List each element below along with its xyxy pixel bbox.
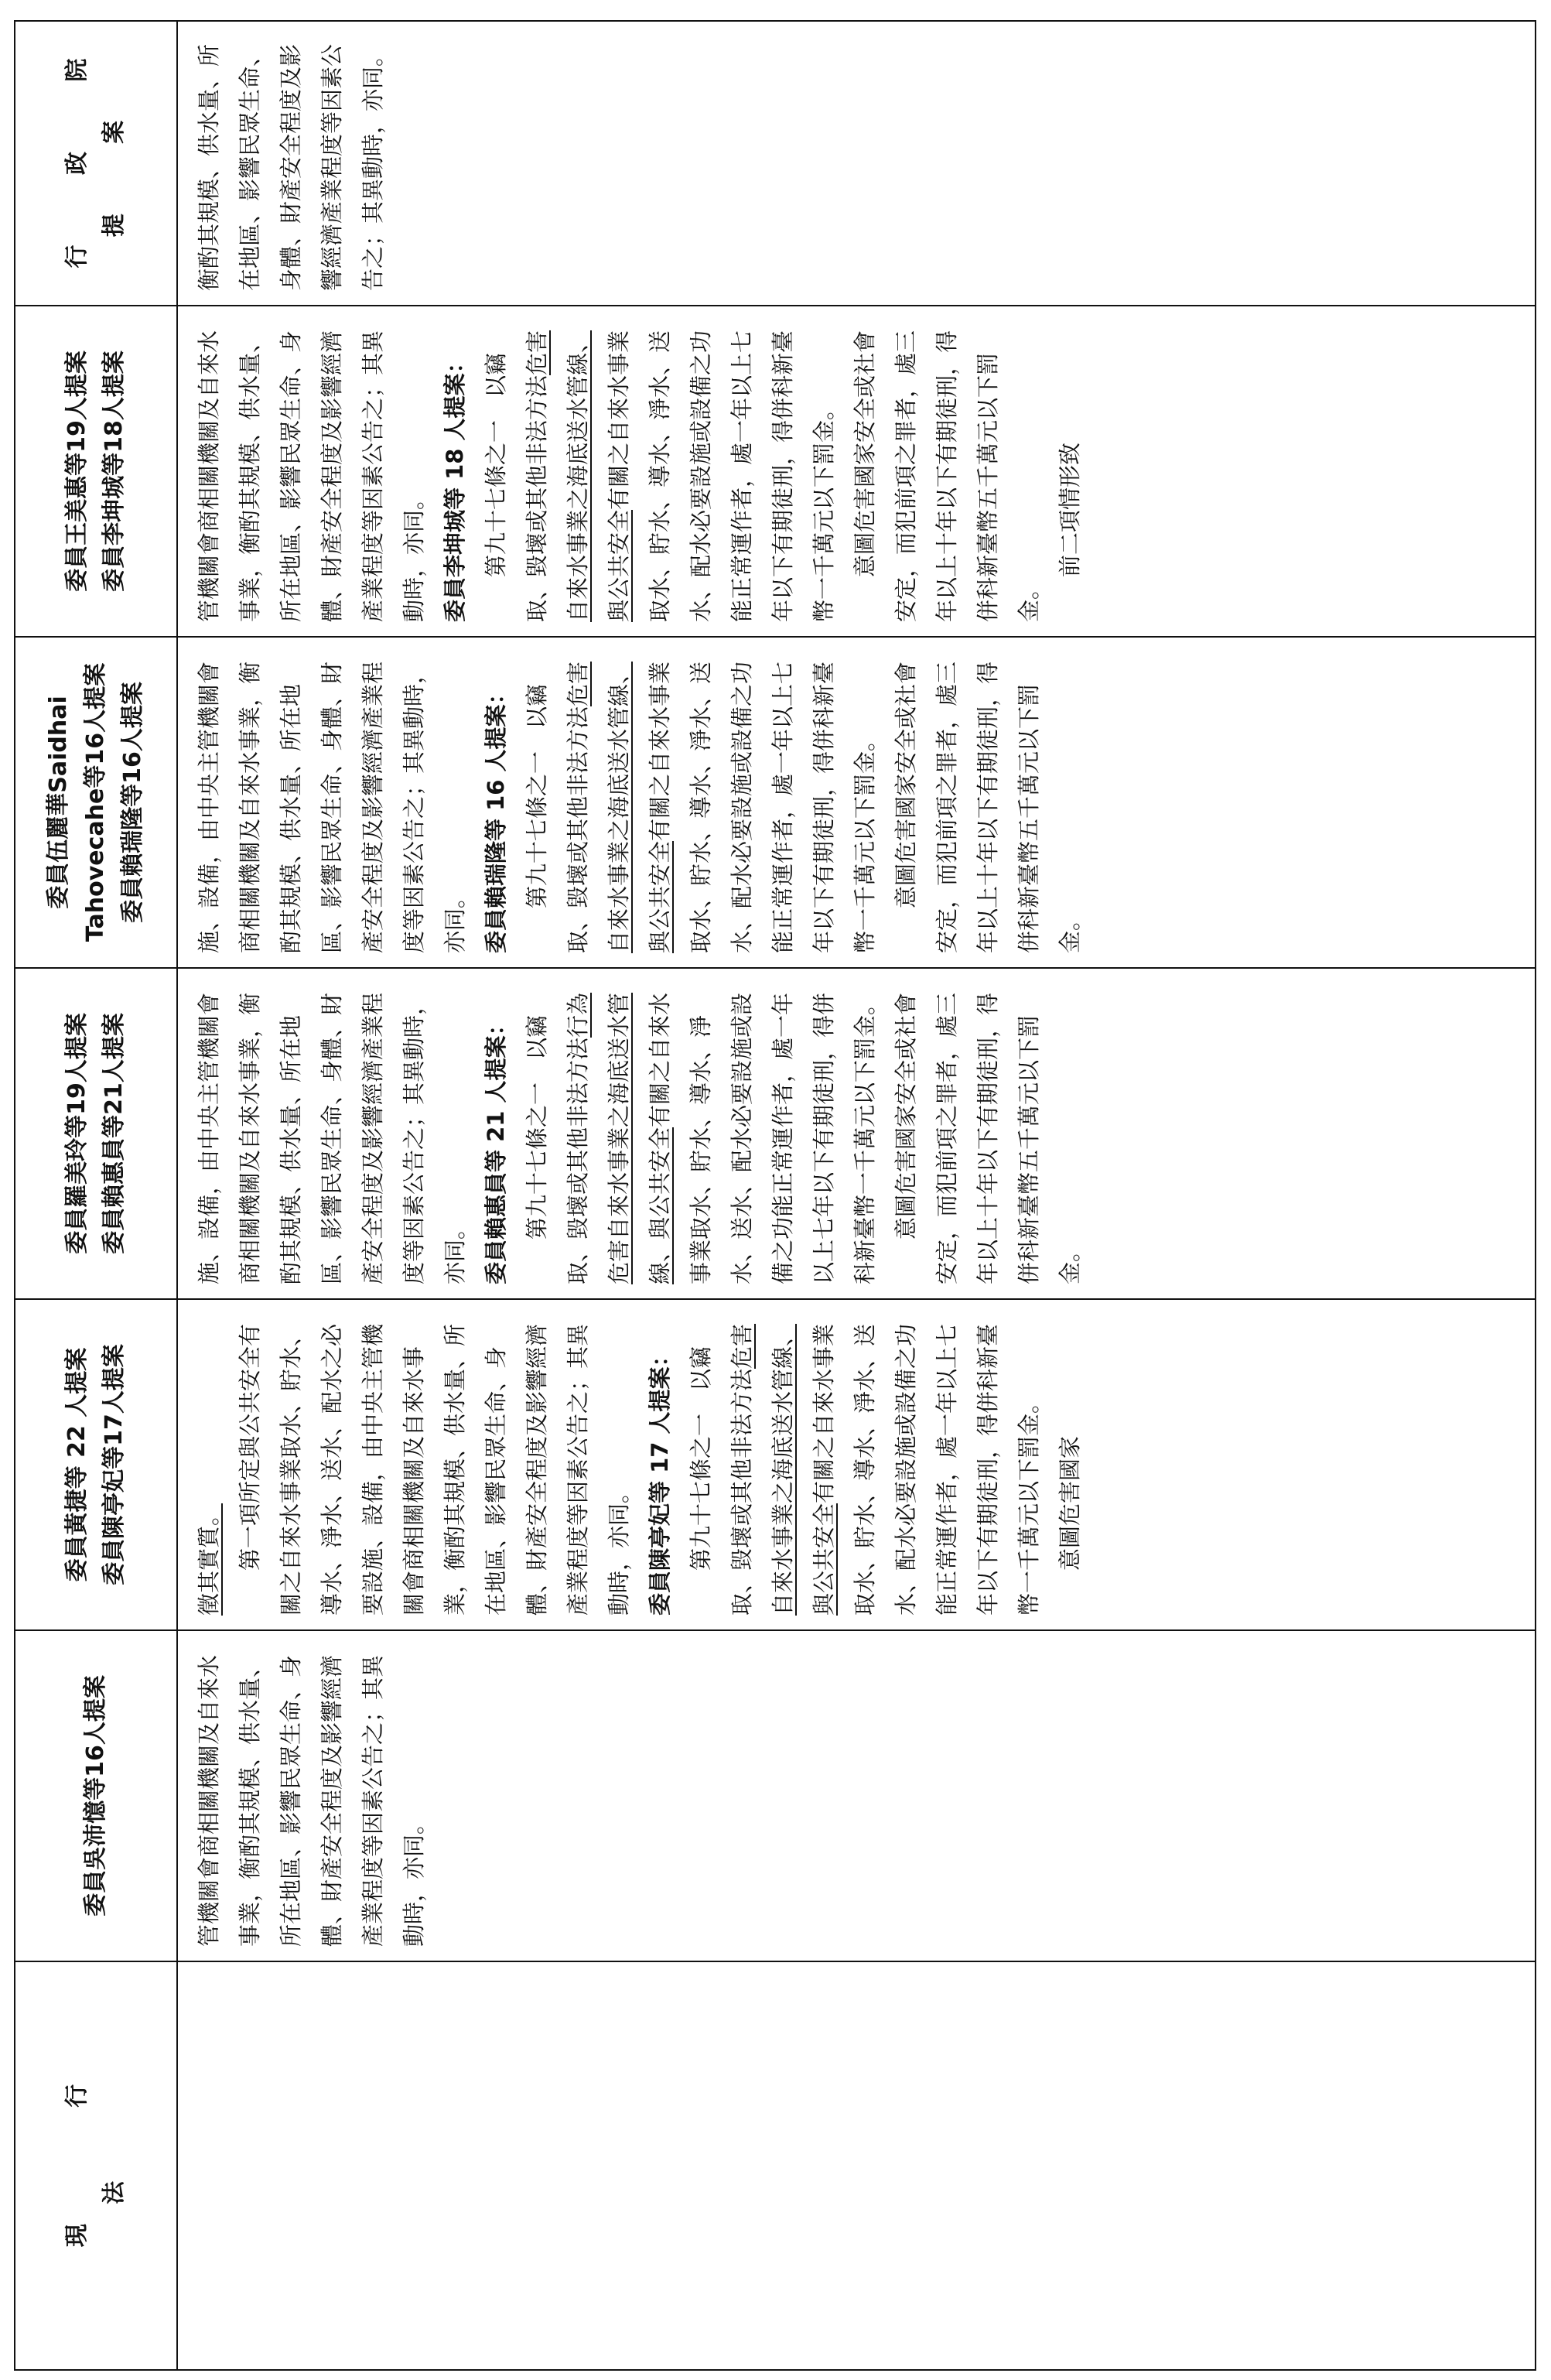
header-lai-hui-label: 委員賴惠員等21人提案	[101, 1013, 128, 1254]
lai-ruilong-article-body: 有關之自來水事業取水、貯水、導水、淨水、送水、配水必要設施或設備之功能正常運作者，處一年以上七年以下有期徒刑，得併科新臺幣一千萬元以下罰金。	[647, 661, 878, 953]
header-row	[15, 21, 177, 2370]
header-wang-li	[15, 306, 177, 637]
header-current-law-label: 現 行 法	[63, 2029, 128, 2248]
cell-wang-li	[177, 306, 1536, 637]
header-executive-label: 行 政 院 提 案	[63, 27, 128, 268]
lai-hui-article-lead: 第九十七條之一 以竊取、毀壞或其他非法方法	[524, 1014, 591, 1284]
huang-paragraph-1: 徵其實質。	[196, 1503, 222, 1616]
lai-ruilong-paragraph-2: 意圖危害國家安全或社會安定，而犯前項之罪者，處三年以上十年以下有期徒刑，得併科新臺幣五千萬元以下罰金。	[893, 661, 1083, 953]
huang-paragraph-2: 第一項所定與公共安全有關之自來水事業取水、貯水、導水、淨水、送水、配水之必要設施、設備，由中央主管機關會商相關機關及自來水事業，衡酌其規模、供水量、所在地區、影響民眾生命、身體、財產安全程度及影響經濟產業程度等因素公告之；其異動時，亦同。	[237, 1323, 632, 1616]
lai-hui-mover: 委員賴惠員等 21 人提案：	[483, 1013, 509, 1284]
header-luo-lai	[15, 968, 177, 1299]
cell-executive	[177, 21, 1536, 306]
header-wang-label: 委員王美惠等19人提案	[63, 351, 91, 592]
chen-article-lead: 第九十七條之一 以竊取、毀壞或其他非法方法	[688, 1346, 755, 1616]
li-paragraph-2: 意圖危害國家安全或社會安定，而犯前項之罪者，處三年以上十年以下有期徒刑，得併科新臺幣五千萬元以下罰金。	[852, 330, 1042, 622]
header-chen-label: 委員陳亭妃等17人提案	[101, 1344, 128, 1585]
header-lai-ruilong-label: 委員賴瑞隆等16人提案	[119, 682, 146, 923]
lai-ruilong-mover: 委員賴瑞隆等 16 人提案：	[483, 682, 509, 953]
header-li-label: 委員李坤城等18人提案	[101, 351, 128, 592]
li-article-body: 有關之自來水事業取水、貯水、導水、淨水、送水、配水必要設施或設備之功能正常運作者，處一年以上七年以下有期徒刑，得併科新臺幣一千萬元以下罰金。	[606, 330, 837, 622]
header-wu-label: 委員吳沛憶等16人提案	[82, 1675, 109, 1917]
chen-article-body: 有關之自來水事業取水、貯水、導水、淨水、送水、配水必要設施或設備之功能正常運作者，處一年以上七年以下有期徒刑，得併科新臺幣一千萬元以下罰金。	[811, 1323, 1042, 1616]
lai-hui-article-underlined: 行為危害自來水事業之海底送水管線、與公共安全	[565, 992, 673, 1284]
executive-paragraph: 衡酌其規模、供水量、所在地區、影響民眾生命、身體、財產安全程度及影響經濟產業程度等因素公告之；其異動時，亦同。	[196, 43, 386, 291]
cell-luo-lai	[177, 968, 1536, 1299]
header-wu-lai	[15, 637, 177, 968]
header-current-law	[15, 1961, 177, 2370]
lai-ruilong-article	[517, 650, 886, 953]
header-wu	[15, 1630, 177, 1961]
lai-ruilong-article-lead: 第九十七條之一 以竊取、毀壞或其他非法方法	[524, 683, 591, 953]
chen-article	[681, 1312, 1050, 1616]
body-row	[177, 21, 1536, 2370]
header-wu-lihua-label: 委員伍麗華Saidhai Tahovecahe等16人提案	[45, 662, 109, 942]
li-mover: 委員李坤城等 18 人提案：	[442, 351, 468, 622]
lai-hui-paragraph-2: 意圖危害國家安全或社會安定，而犯前項之罪者，處三年以上十年以下有期徒刑，得併科新臺幣五千萬元以下罰金。	[893, 992, 1083, 1284]
lai-hui-article	[517, 981, 886, 1284]
chen-article-underlined: 危害自來水事業之海底送水管線、與公共安全	[729, 1323, 837, 1616]
cell-wu	[177, 1630, 1536, 1961]
luo-paragraph: 施、設備，由中央主管機關會商相關機關及自來水事業，衡酌其規模、供水量、所在地區、影響民眾生命、身體、財產安全程度及影響經濟產業程度等因素公告之；其異動時，亦同。	[196, 992, 468, 1284]
header-luo-label: 委員羅美玲等19人提案	[63, 1013, 91, 1254]
wu-paragraph: 管機關會商相關機關及自來水事業，衡酌其規模、供水量、所在地區、影響民眾生命、身體、財產安全程度及影響經濟產業程度等因素公告之；其異動時，亦同。	[196, 1654, 427, 1947]
chen-mover: 委員陳亭妃等 17 人提案：	[647, 1344, 673, 1616]
cell-huang-chen	[177, 1299, 1536, 1630]
cell-wu-lai	[177, 637, 1536, 968]
header-executive	[15, 21, 177, 306]
cell-current-law	[177, 1961, 1536, 2370]
lai-ruilong-article-underlined: 危害自來水事業之海底送水管線、與公共安全	[565, 661, 673, 953]
lai-hui-article-body: 有關之自來水事業取水、貯水、導水、淨水、送水、配水必要設施或設備之功能正常運作者，處一年以上七年以下有期徒刑，得併科新臺幣一千萬元以下罰金。	[647, 992, 878, 1284]
comparison-table	[14, 20, 1536, 2371]
li-article-underlined: 危害自來水事業之海底送水管線、與公共安全	[524, 330, 632, 622]
wu-lihua-paragraph: 施、設備，由中央主管機關會商相關機關及自來水事業，衡酌其規模、供水量、所在地區、影響民眾生命、身體、財產安全程度及影響經濟產業程度等因素公告之；其異動時，亦同。	[196, 661, 468, 953]
li-article-lead: 第九十七條之一 以竊取、毀壞或其他非法方法	[483, 352, 550, 622]
wang-paragraph: 管機關會商相關機關及自來水事業，衡酌其規模、供水量、所在地區、影響民眾生命、身體、財產安全程度及影響經濟產業程度等因素公告之；其異動時，亦同。	[196, 330, 427, 622]
header-huang-chen	[15, 1299, 177, 1630]
li-paragraph-3: 前二項情形致	[1057, 442, 1083, 577]
chen-paragraph-2: 意圖危害國家	[1057, 1435, 1083, 1571]
li-article	[476, 319, 845, 622]
header-huang-label: 委員黃捷等 22 人提案	[63, 1347, 91, 1582]
